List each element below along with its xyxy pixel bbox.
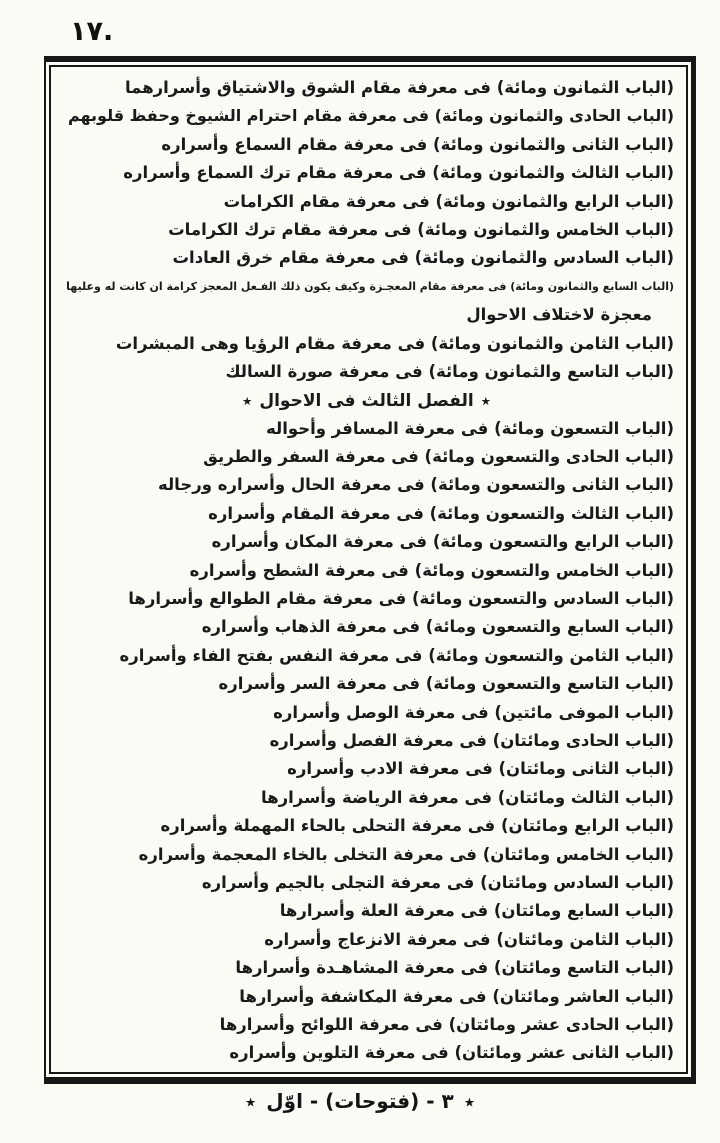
content-frame	[44, 56, 696, 1084]
page-footer	[0, 1089, 720, 1113]
toc-entry: (الباب الثالث والتسعون ومائة) فى معرفة المقام وأسراره	[208, 503, 674, 523]
toc-entry: (الباب التاسع والتسعون ومائة) فى معرفة السر وأسراره	[218, 674, 674, 694]
toc-entry: (الباب السابع ومائتان) فى معرفة العلة وأسرارها	[279, 901, 674, 921]
footer-signature-text: ٣ - (فتوحات) - اوّل	[266, 1089, 454, 1113]
toc-continuation-line: معجزة لاختلاف الاحوال	[466, 305, 652, 325]
toc-entry: (الباب الثامن والتسعون ومائة) فى معرفة النفس بفتح الفاء وأسراره	[119, 645, 674, 665]
toc-entry: (الباب الحادى والثمانون ومائة) فى معرفة مقام احترام الشيوخ وحفظ قلوبهم	[67, 106, 674, 126]
toc-entry: (الباب الثامن والثمانون ومائة) فى معرفة مقام الرؤيا وهى المبشرات	[115, 333, 674, 353]
toc-entry: (الباب التسعون ومائة) فى معرفة المسافر وأحواله	[266, 418, 674, 438]
toc-entry: (الباب العاشر ومائتان) فى معرفة المكاشفة وأسرارها	[239, 986, 674, 1006]
heading-ornament-right-icon: ٭	[480, 390, 492, 413]
toc-entry: (الباب السادس والتسعون ومائة) فى معرفة مقام الطوالع وأسرارها	[128, 589, 674, 609]
toc-entry: (الباب الخامس والثمانون ومائة) فى معرفة مقام ترك الكرامات	[168, 219, 674, 239]
toc-entry: (الباب السابع والثمانون ومائة) فى معرفة مقام المعجـزة وكيف يكون ذلك الفـعل المعجز كرامة ان كانت له وعليها	[66, 279, 674, 293]
toc-entry: (الباب الحادى والتسعون ومائة) فى معرفة السفر والطريق	[203, 447, 674, 467]
heading-ornament-left-icon: ٭	[241, 390, 253, 413]
toc-entry: (الباب السادس ومائتان) فى معرفة التجلى بالجيم وأسراره	[201, 872, 674, 892]
toc-entry: (الباب الحادى عشر ومائتان) فى معرفة اللوائح وأسرارها	[219, 1014, 674, 1034]
toc-entry: (الباب الثالث والثمانون ومائة) فى معرفة مقام ترك السماع وأسراره	[123, 163, 674, 183]
section-heading	[59, 386, 674, 414]
toc-entry: (الباب السادس والثمانون ومائة) فى معرفة مقام خرق العادات	[172, 248, 674, 268]
section-heading-text: الفصل الثالث فى الاحوال	[259, 391, 474, 412]
toc-entry: (الباب الحادى ومائتان) فى معرفة الفصل وأسراره	[269, 730, 674, 750]
toc-entry: (الباب الخامس ومائتان) فى معرفة التخلى بالخاء المعجمة وأسراره	[138, 844, 674, 864]
toc-entry: (الباب التاسع والثمانون ومائة) فى معرفة صورة السالك	[225, 361, 674, 381]
toc-entry: (الباب الرابع والتسعون ومائة) فى معرفة المكان وأسراره	[211, 532, 674, 552]
toc-entry: (الباب الثانى عشر ومائتان) فى معرفة التلوين وأسراره	[229, 1043, 674, 1063]
toc-entry: (الباب الثانى والتسعون ومائة) فى معرفة الحال وأسراره ورجاله	[157, 475, 674, 495]
content-frame-inner-rule	[49, 65, 688, 1074]
toc-entry: (الباب الرابع والثمانون ومائة) فى معرفة مقام الكرامات	[223, 191, 674, 211]
footer-ornament-right-icon: ٭	[463, 1090, 476, 1114]
toc-entry: (الباب الثانى ومائتان) فى معرفة الادب وأسراره	[287, 759, 674, 779]
page-number: ١٧.	[70, 16, 114, 47]
toc-entry: (الباب الثمانون ومائة) فى معرفة مقام الشوق والاشتياق وأسرارهما	[124, 78, 674, 97]
toc-entry: (الباب الرابع ومائتان) فى معرفة التحلى بالحاء المهملة وأسراره	[160, 816, 674, 836]
table-of-contents	[59, 74, 674, 1072]
toc-entry: (الباب التاسع ومائتان) فى معرفة المشاهـدة وأسرارها	[235, 958, 674, 978]
footer-ornament-left-icon: ٭	[244, 1090, 257, 1114]
toc-entry: (الباب الثالث ومائتان) فى معرفة الرياضة وأسرارها	[261, 787, 674, 807]
toc-entry: (الباب السابع والتسعون ومائة) فى معرفة الذهاب وأسراره	[201, 617, 674, 637]
toc-entry: (الباب الثانى والثمانون ومائة) فى معرفة مقام السماع وأسراره	[161, 134, 674, 154]
toc-entry: (الباب الثامن ومائتان) فى معرفة الانزعاج وأسراره	[264, 929, 674, 949]
toc-entry: (الباب الخامس والتسعون ومائة) فى معرفة الشطح وأسراره	[189, 560, 674, 580]
toc-entry: (الباب الموفى مائتين) فى معرفة الوصل وأسراره	[273, 702, 674, 722]
